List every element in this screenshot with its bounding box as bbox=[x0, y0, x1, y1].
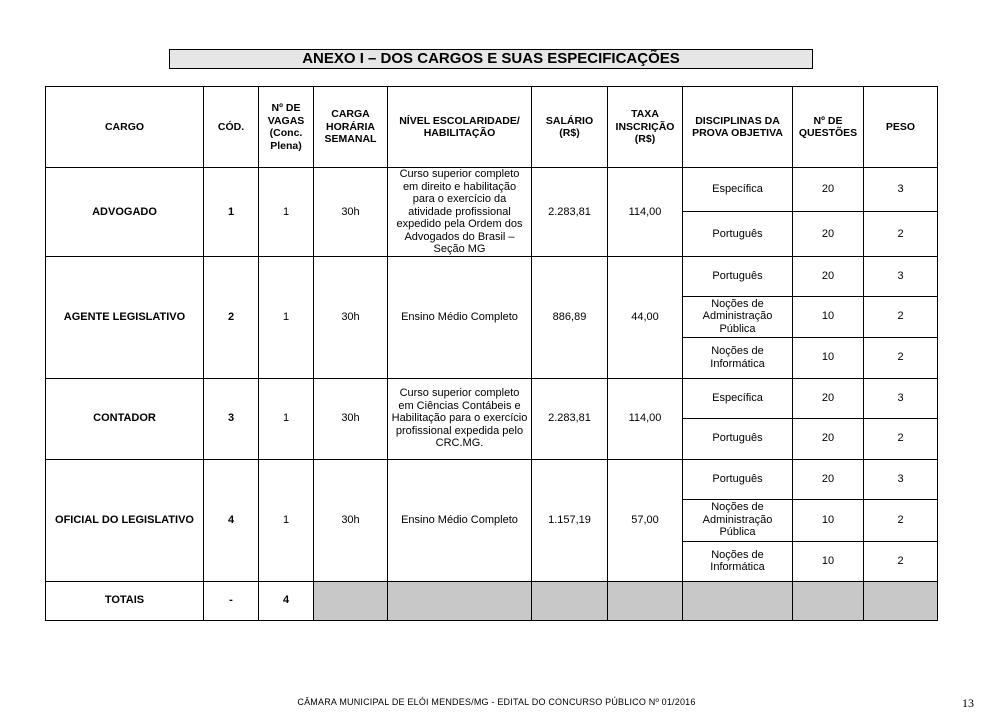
salario-cell: 886,89 bbox=[532, 256, 608, 378]
questoes-cell: 20 bbox=[793, 378, 864, 418]
carga-cell: 30h bbox=[314, 378, 388, 459]
page-number: 13 bbox=[962, 696, 974, 710]
totals-label: TOTAIS bbox=[46, 581, 204, 620]
header-carga: CARGA HORÁRIA SEMANAL bbox=[314, 87, 388, 168]
questoes-cell: 20 bbox=[793, 418, 864, 459]
totals-row bbox=[46, 581, 938, 620]
header-disciplinas: DISCIPLINAS DA PROVA OBJETIVA bbox=[683, 87, 793, 168]
header-taxa: TAXA INSCRIÇÃO (R$) bbox=[608, 87, 683, 168]
questoes-cell: 20 bbox=[793, 212, 864, 256]
table-row bbox=[46, 459, 938, 499]
header-row bbox=[46, 87, 938, 168]
questoes-cell: 10 bbox=[793, 296, 864, 337]
header-questoes: Nº DE QUESTÕES bbox=[793, 87, 864, 168]
salario-cell: 2.283,81 bbox=[532, 378, 608, 459]
salario-cell: 2.283,81 bbox=[532, 168, 608, 257]
totals-empty bbox=[793, 581, 864, 620]
disciplina-cell: Noções de Administração Pública bbox=[683, 499, 793, 541]
peso-cell: 2 bbox=[864, 296, 938, 337]
cargo-cell: OFICIAL DO LEGISLATIVO bbox=[46, 459, 204, 581]
disciplina-cell: Português bbox=[683, 459, 793, 499]
disciplina-cell: Noções de Administração Pública bbox=[683, 296, 793, 337]
cargo-cell: AGENTE LEGISLATIVO bbox=[46, 256, 204, 378]
totals-empty bbox=[683, 581, 793, 620]
questoes-cell: 10 bbox=[793, 499, 864, 541]
disciplina-cell: Português bbox=[683, 212, 793, 256]
header-peso: PESO bbox=[864, 87, 938, 168]
peso-cell: 3 bbox=[864, 168, 938, 212]
totals-empty bbox=[608, 581, 683, 620]
taxa-cell: 114,00 bbox=[608, 378, 683, 459]
carga-cell: 30h bbox=[314, 256, 388, 378]
carga-cell: 30h bbox=[314, 168, 388, 257]
questoes-cell: 20 bbox=[793, 168, 864, 212]
totals-vagas: 4 bbox=[259, 581, 314, 620]
carga-cell: 30h bbox=[314, 459, 388, 581]
disciplina-cell: Específica bbox=[683, 378, 793, 418]
vagas-cell: 1 bbox=[259, 168, 314, 257]
cargo-cell: CONTADOR bbox=[46, 378, 204, 459]
peso-cell: 3 bbox=[864, 378, 938, 418]
peso-cell: 2 bbox=[864, 541, 938, 581]
totals-empty bbox=[532, 581, 608, 620]
cod-cell: 3 bbox=[204, 378, 259, 459]
nivel-cell: Ensino Médio Completo bbox=[388, 459, 532, 581]
table-row bbox=[46, 378, 938, 418]
peso-cell: 2 bbox=[864, 499, 938, 541]
peso-cell: 2 bbox=[864, 337, 938, 378]
peso-cell: 3 bbox=[864, 256, 938, 296]
positions-table bbox=[45, 86, 938, 621]
vagas-cell: 1 bbox=[259, 378, 314, 459]
header-nivel: NÍVEL ESCOLARIDADE/ HABILITAÇÃO bbox=[388, 87, 532, 168]
totals-empty bbox=[388, 581, 532, 620]
peso-cell: 3 bbox=[864, 459, 938, 499]
questoes-cell: 10 bbox=[793, 337, 864, 378]
cod-cell: 4 bbox=[204, 459, 259, 581]
nivel-cell: Ensino Médio Completo bbox=[388, 256, 532, 378]
taxa-cell: 114,00 bbox=[608, 168, 683, 257]
disciplina-cell: Noções de Informática bbox=[683, 541, 793, 581]
page-footer: CÂMARA MUNICIPAL DE ELÓI MENDES/MG - EDITAL DO CONCURSO PÚBLICO Nº 01/2016 bbox=[297, 697, 696, 707]
disciplina-cell: Português bbox=[683, 256, 793, 296]
peso-cell: 2 bbox=[864, 212, 938, 256]
cargo-cell: ADVOGADO bbox=[46, 168, 204, 257]
questoes-cell: 20 bbox=[793, 459, 864, 499]
nivel-cell: Curso superior completo em Ciências Contábeis e Habilitação para o exercício profissional expedida pelo CRC.MG. bbox=[388, 378, 532, 459]
salario-cell: 1.157,19 bbox=[532, 459, 608, 581]
vagas-cell: 1 bbox=[259, 459, 314, 581]
totals-empty bbox=[314, 581, 388, 620]
taxa-cell: 44,00 bbox=[608, 256, 683, 378]
peso-cell: 2 bbox=[864, 418, 938, 459]
disciplina-cell: Português bbox=[683, 418, 793, 459]
table-row bbox=[46, 256, 938, 296]
header-salario: SALÁRIO (R$) bbox=[532, 87, 608, 168]
header-cargo: CARGO bbox=[46, 87, 204, 168]
vagas-cell: 1 bbox=[259, 256, 314, 378]
header-vagas: Nº DE VAGAS (Conc. Plena) bbox=[259, 87, 314, 168]
totals-cod: - bbox=[204, 581, 259, 620]
annex-title: ANEXO I – DOS CARGOS E SUAS ESPECIFICAÇÕES bbox=[169, 49, 813, 69]
header-cod: CÓD. bbox=[204, 87, 259, 168]
nivel-cell: Curso superior completo em direito e habilitação para o exercício da atividade profissional expedido pela Ordem dos Advogados do Brasil – Seção MG bbox=[388, 168, 532, 257]
questoes-cell: 20 bbox=[793, 256, 864, 296]
questoes-cell: 10 bbox=[793, 541, 864, 581]
table-row bbox=[46, 168, 938, 212]
disciplina-cell: Específica bbox=[683, 168, 793, 212]
taxa-cell: 57,00 bbox=[608, 459, 683, 581]
disciplina-cell: Noções de Informática bbox=[683, 337, 793, 378]
totals-empty bbox=[864, 581, 938, 620]
cod-cell: 2 bbox=[204, 256, 259, 378]
cod-cell: 1 bbox=[204, 168, 259, 257]
